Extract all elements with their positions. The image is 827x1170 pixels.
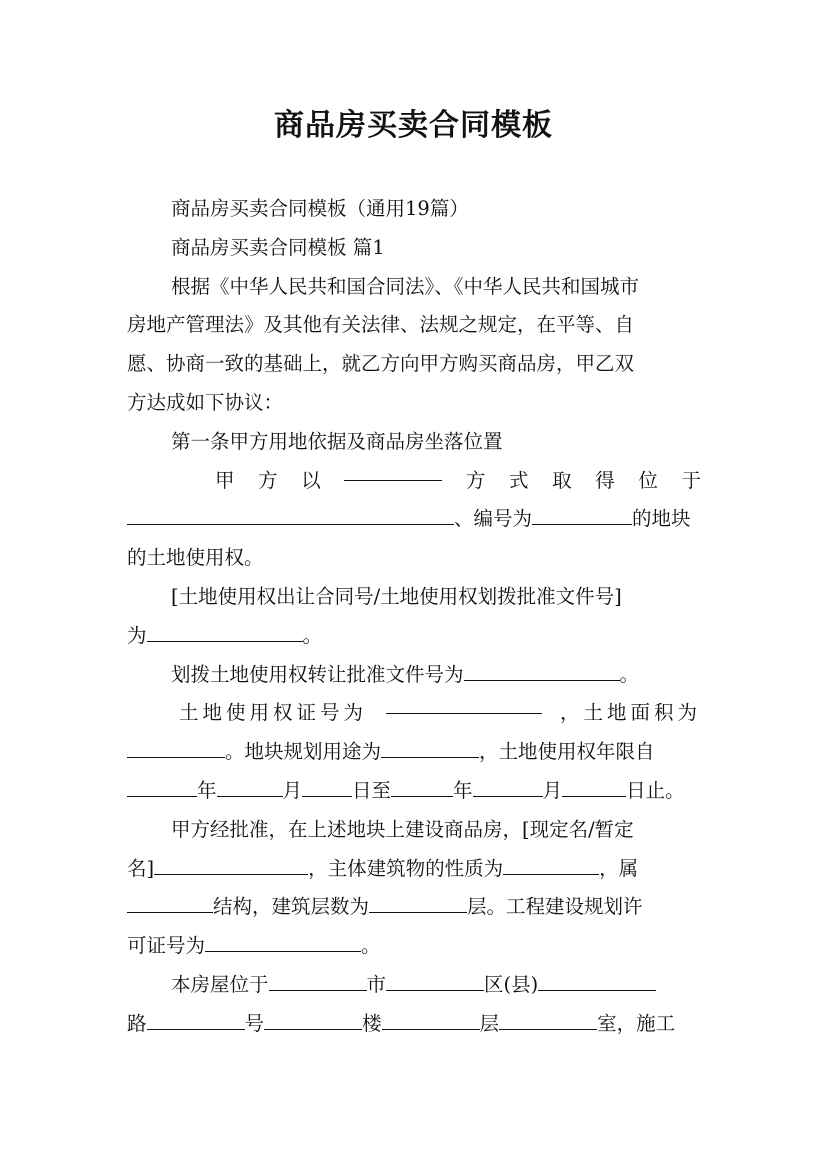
text: 室，施工 — [597, 1011, 676, 1035]
text: 。地块规划用途为 — [225, 740, 382, 764]
section-heading: 商品房买卖合同模板 篇1 — [171, 235, 385, 259]
text: ，土地使用权年限自 — [479, 740, 655, 764]
blank-field[interactable] — [147, 1010, 245, 1030]
text-word: 于 — [681, 468, 701, 492]
text: 层。工程建设规划许 — [467, 895, 643, 919]
text: 。 — [619, 662, 640, 686]
text-word: 位 — [638, 468, 658, 492]
subtitle: 商品房买卖合同模板（通用19篇） — [171, 197, 469, 220]
blank-field[interactable] — [538, 971, 656, 991]
text: 。 — [361, 934, 381, 958]
text: 、编号为 — [454, 507, 533, 531]
text: 的地块 — [632, 507, 691, 531]
text-line: 的土地使用权。 — [127, 546, 264, 570]
blank-field[interactable] — [127, 506, 454, 526]
blank-field[interactable] — [302, 777, 352, 797]
text: 本房屋位于 — [171, 972, 269, 996]
text: 区(县) — [484, 972, 539, 996]
text: 号 — [244, 1011, 265, 1035]
text-word: 式 — [509, 468, 529, 492]
text: 名] — [127, 856, 155, 880]
blank-field[interactable] — [205, 933, 361, 953]
blank-field[interactable] — [503, 855, 599, 875]
blank-field[interactable] — [499, 1010, 597, 1030]
text-word: 得 — [595, 468, 615, 492]
text: 月 — [282, 778, 303, 802]
text: ，主体建筑物的性质为 — [308, 856, 504, 880]
text: 可证号为 — [127, 934, 206, 958]
blank-field[interactable] — [391, 777, 453, 797]
blank-field[interactable] — [217, 777, 283, 797]
blank-field[interactable] — [532, 506, 632, 526]
blank-field[interactable] — [264, 1010, 362, 1030]
blank-field[interactable] — [381, 739, 479, 759]
address-detail-line — [127, 1005, 701, 1044]
blank-field[interactable] — [127, 777, 197, 797]
text-word: 以 — [301, 468, 321, 492]
address-line — [127, 966, 701, 1005]
text-line: [土地使用权出让合同号/土地使用权划拨批准文件号] — [171, 584, 622, 608]
preamble-line: 房地产管理法》及其他有关法律、法规之规定，在平等、自 — [127, 313, 635, 337]
text: 月 — [542, 778, 563, 802]
text: 划拨土地使用权转让批准文件号为 — [171, 662, 464, 686]
permit-line — [127, 927, 701, 966]
blank-field[interactable] — [382, 1010, 480, 1030]
preamble-line: 根据《中华人民共和国合同法》、《中华人民共和国城市 — [171, 274, 640, 298]
text: 日止。 — [626, 778, 685, 802]
text: 年 — [197, 778, 217, 802]
text: 土地使用权证号为 — [179, 701, 368, 725]
blank-field[interactable] — [386, 694, 542, 714]
land-location-line — [127, 500, 701, 539]
text-word: 方 — [465, 468, 486, 492]
text: 楼 — [362, 1011, 382, 1035]
text-word: 取 — [552, 468, 572, 492]
text-word: 甲 — [215, 468, 235, 492]
text: 结构，建筑层数为 — [213, 895, 370, 919]
land-term-line — [127, 772, 701, 811]
document-title: 商品房买卖合同模板 — [274, 108, 553, 143]
blank-field[interactable] — [127, 894, 213, 914]
text: 层 — [479, 1011, 500, 1035]
blank-field[interactable] — [154, 855, 308, 875]
land-certificate-line — [127, 694, 701, 733]
article-heading: 第一条甲方用地依据及商品房坐落位置 — [171, 429, 503, 453]
text-word: 方 — [258, 468, 278, 492]
blank-field[interactable] — [386, 971, 484, 991]
preamble-line: 方达成如下协议： — [127, 390, 284, 414]
blank-field[interactable] — [369, 894, 467, 914]
land-acquisition-line — [127, 462, 701, 501]
blank-field[interactable] — [473, 777, 543, 797]
text: 路 — [127, 1011, 147, 1035]
text: ，属 — [599, 856, 639, 880]
text: 日至 — [352, 778, 392, 802]
text: ，土地面积为 — [559, 701, 701, 725]
text: 。 — [302, 623, 323, 647]
text: 市 — [366, 972, 387, 996]
text: 为 — [127, 623, 147, 647]
text-line: 甲方经批准，在上述地块上建设商品房，[现定名/暂定 — [171, 817, 634, 841]
transfer-approval-line — [127, 656, 701, 695]
text: 年 — [453, 778, 473, 802]
document-body — [127, 190, 701, 1044]
structure-line — [127, 888, 701, 927]
preamble-line: 愿、协商一致的基础上，就乙方向甲方购买商品房，甲乙双 — [127, 352, 635, 376]
blank-field[interactable] — [344, 462, 442, 482]
building-name-line — [127, 850, 701, 889]
contract-number-line — [127, 617, 701, 656]
blank-field[interactable] — [464, 661, 620, 681]
blank-field[interactable] — [562, 777, 626, 797]
blank-field[interactable] — [147, 622, 303, 642]
land-use-line — [127, 733, 701, 772]
blank-field[interactable] — [269, 971, 367, 991]
blank-field[interactable] — [127, 739, 225, 759]
